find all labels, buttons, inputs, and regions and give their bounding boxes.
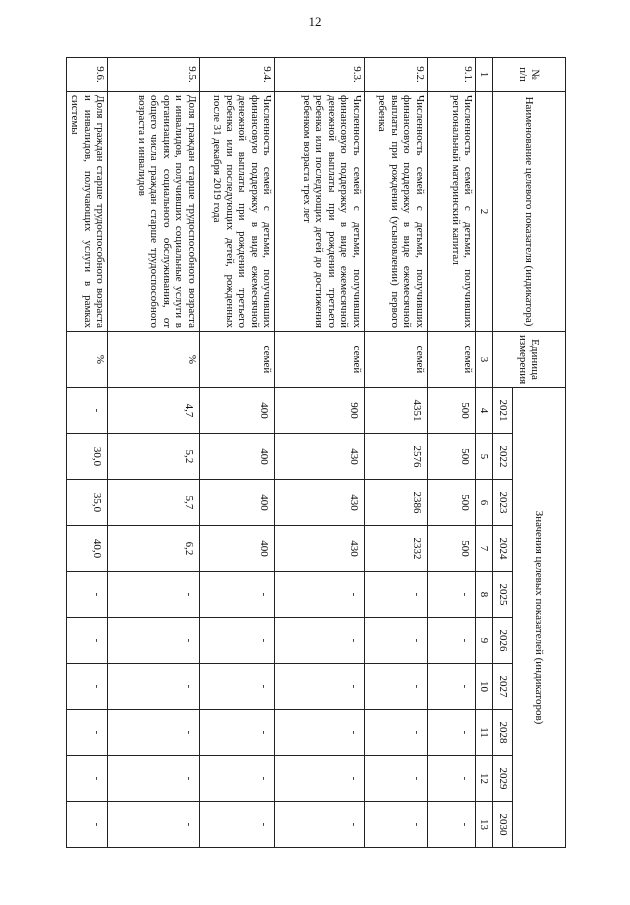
value-cell: 4351 xyxy=(364,388,427,434)
value-cell: - xyxy=(364,710,427,756)
value-cell: - xyxy=(275,802,365,848)
header-year: 2025 xyxy=(492,572,512,618)
header-year: 2024 xyxy=(492,526,512,572)
page-number: 12 xyxy=(308,14,322,29)
indicator-name: Численность семей с детьми, получивших региональный материнский капитал xyxy=(427,92,476,332)
value-cell: 400 xyxy=(199,480,274,526)
value-cell: - xyxy=(275,756,365,802)
value-cell: 2386 xyxy=(364,480,427,526)
header-unit: Единица измерения xyxy=(492,332,565,388)
value-cell: - xyxy=(67,618,108,664)
indicator-name: Численность семей с детьми, получивших финансовую поддержку в виде ежемесячной денежной выплаты при рождении третьего ребенка или последующих детей до достижения ребенком возраста трех лет xyxy=(275,92,365,332)
column-number: 6 xyxy=(476,480,492,526)
header-values-group: Значения целевых показателей (индикаторов) xyxy=(513,388,566,848)
column-number: 1 xyxy=(476,58,492,92)
table-row xyxy=(67,58,108,848)
row-number: 9.3. xyxy=(275,58,365,92)
value-cell: 500 xyxy=(427,388,476,434)
value-cell: - xyxy=(427,802,476,848)
value-cell: - xyxy=(108,756,200,802)
row-number: 9.1. xyxy=(427,58,476,92)
value-cell: - xyxy=(108,572,200,618)
indicator-name: Доля граждан старше трудоспособного возраста и инвалидов, получающих услуги в рамках системы xyxy=(67,92,108,332)
column-number: 4 xyxy=(476,388,492,434)
value-cell: - xyxy=(199,802,274,848)
value-cell: 2576 xyxy=(364,434,427,480)
table-row xyxy=(108,58,200,848)
table-row xyxy=(427,58,476,848)
value-cell: - xyxy=(364,572,427,618)
value-cell: - xyxy=(108,664,200,710)
value-cell: 6,2 xyxy=(108,526,200,572)
value-cell: 900 xyxy=(275,388,365,434)
header-year: 2029 xyxy=(492,756,512,802)
header-year: 2026 xyxy=(492,618,512,664)
value-cell: 430 xyxy=(275,526,365,572)
row-number: 9.5. xyxy=(108,58,200,92)
indicator-name: Доля граждан старше трудоспособного возраста и инвалидов, получивших социальные услуги в организациях социального обслуживания, от общего числа граждан старше трудоспособного возраста и инвалидов xyxy=(108,92,200,332)
table-row xyxy=(199,58,274,848)
unit-cell: семей xyxy=(364,332,427,388)
value-cell: - xyxy=(199,618,274,664)
value-cell: 4,7 xyxy=(108,388,200,434)
value-cell: 500 xyxy=(427,480,476,526)
indicator-name: Численность семей с детьми, получивших финансовую поддержку в виде ежемесячной выплаты при рождении (усыновлении) первого ребенка xyxy=(364,92,427,332)
value-cell: - xyxy=(364,618,427,664)
value-cell: 35,0 xyxy=(67,480,108,526)
header-year: 2027 xyxy=(492,664,512,710)
row-number: 9.6. xyxy=(67,58,108,92)
value-cell: 430 xyxy=(275,480,365,526)
value-cell: - xyxy=(275,618,365,664)
value-cell: 400 xyxy=(199,526,274,572)
table-row xyxy=(364,58,427,848)
column-number: 8 xyxy=(476,572,492,618)
table-body xyxy=(67,58,476,848)
header-year: 2028 xyxy=(492,710,512,756)
value-cell: 400 xyxy=(199,434,274,480)
value-cell: - xyxy=(199,756,274,802)
unit-cell: семей xyxy=(275,332,365,388)
value-cell: 30,0 xyxy=(67,434,108,480)
header-year: 2030 xyxy=(492,802,512,848)
value-cell: - xyxy=(427,618,476,664)
indicators-table xyxy=(66,57,566,848)
column-number: 11 xyxy=(476,710,492,756)
row-number: 9.2. xyxy=(364,58,427,92)
indicator-name: Численность семей с детьми, получивших финансовую поддержку в виде ежемесячной денежной выплаты при рождении третьего ребенка или последующих детей, рожденных после 31 декабря 2019 года xyxy=(199,92,274,332)
value-cell: - xyxy=(67,756,108,802)
value-cell: 430 xyxy=(275,434,365,480)
value-cell: - xyxy=(67,664,108,710)
header-year: 2022 xyxy=(492,434,512,480)
rotated-table-wrapper xyxy=(66,57,566,847)
value-cell: - xyxy=(275,572,365,618)
value-cell: - xyxy=(427,756,476,802)
value-cell: - xyxy=(108,710,200,756)
value-cell: 5,2 xyxy=(108,434,200,480)
column-number: 7 xyxy=(476,526,492,572)
header-year: 2023 xyxy=(492,480,512,526)
unit-cell: семей xyxy=(427,332,476,388)
header-no: № п/п xyxy=(492,58,565,92)
value-cell: - xyxy=(364,802,427,848)
value-cell: - xyxy=(427,572,476,618)
value-cell: - xyxy=(364,756,427,802)
unit-cell: семей xyxy=(199,332,274,388)
column-number: 5 xyxy=(476,434,492,480)
header-year: 2021 xyxy=(492,388,512,434)
column-number: 3 xyxy=(476,332,492,388)
value-cell: 500 xyxy=(427,434,476,480)
value-cell: - xyxy=(275,710,365,756)
column-number: 9 xyxy=(476,618,492,664)
value-cell: - xyxy=(275,664,365,710)
value-cell: 2332 xyxy=(364,526,427,572)
value-cell: - xyxy=(199,710,274,756)
column-number: 13 xyxy=(476,802,492,848)
value-cell: - xyxy=(108,618,200,664)
value-cell: - xyxy=(108,802,200,848)
value-cell: - xyxy=(364,664,427,710)
value-cell: - xyxy=(67,572,108,618)
value-cell: - xyxy=(199,572,274,618)
header-name: Наименование целевого показателя (индикатора) xyxy=(492,92,565,332)
value-cell: 500 xyxy=(427,526,476,572)
value-cell: - xyxy=(67,388,108,434)
row-number: 9.4. xyxy=(199,58,274,92)
value-cell: - xyxy=(199,664,274,710)
value-cell: - xyxy=(67,710,108,756)
value-cell: - xyxy=(67,802,108,848)
unit-cell: % xyxy=(67,332,108,388)
value-cell: 5,7 xyxy=(108,480,200,526)
value-cell: - xyxy=(427,664,476,710)
column-number: 10 xyxy=(476,664,492,710)
value-cell: 400 xyxy=(199,388,274,434)
value-cell: 40,0 xyxy=(67,526,108,572)
column-number: 2 xyxy=(476,92,492,332)
unit-cell: % xyxy=(108,332,200,388)
table-row xyxy=(275,58,365,848)
column-number: 12 xyxy=(476,756,492,802)
value-cell: - xyxy=(427,710,476,756)
